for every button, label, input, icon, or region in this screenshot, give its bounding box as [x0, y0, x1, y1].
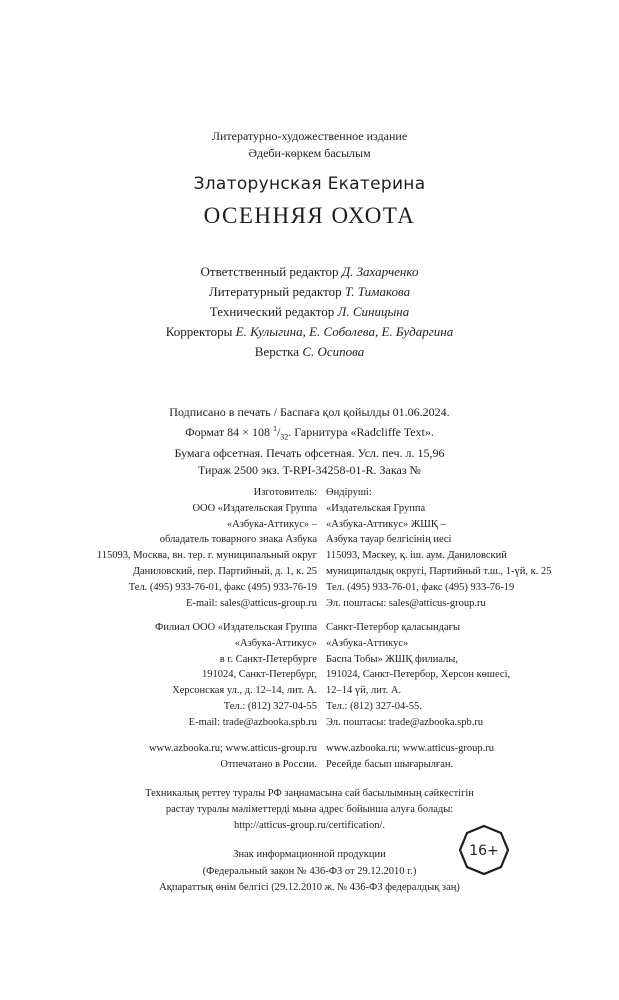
- credit-line: [0, 282, 619, 302]
- paper-line: Бумага офсетная. Печать офсетная. Усл. печ. л. 15,96: [174, 446, 445, 461]
- credit-role: Литературный редактор: [208, 284, 342, 299]
- certification-link[interactable]: http://atticus-group.ru/certification/.: [233, 820, 386, 831]
- credit-role: Технический редактор: [209, 304, 335, 319]
- credit-name: Т. Тимакова: [344, 284, 411, 299]
- manufacturer-ru-line: Тел. (495) 933-76-01, факс (495) 933-76-19: [128, 581, 317, 593]
- info-sign-line: (Федеральный закон № 436-ФЗ от 29.12.2010 г.): [202, 865, 417, 877]
- age-rating-label: 16+: [469, 843, 499, 859]
- manufacturer-kz-line: Өндіруші:: [326, 487, 372, 498]
- manufacturer-ru-line: Изготовитель:: [253, 487, 317, 498]
- credit-line: [0, 342, 619, 362]
- web-ru: [149, 741, 317, 773]
- manufacturer-kz-line: Тел. (495) 933-76-01, факс (495) 933-76-19: [326, 581, 515, 593]
- tech-regulation-line: Техникалық реттеу туралы РФ заңнамасына сай басылымның сәйкестігін: [145, 788, 474, 799]
- edition-type-ru: Литературно-художественное издание: [211, 129, 408, 143]
- branch-kz-line: «Азбука-Аттикус»: [326, 637, 409, 649]
- manufacturer-kz-line: «Азбука-Аттикус» ЖШҚ –: [326, 518, 446, 530]
- tech-regulation: [0, 786, 619, 834]
- branch-kz-line: Баспа Тобы» ЖШҚ филиалы,: [326, 653, 458, 665]
- manufacturer-ru-line: 115093, Москва, вн. тер. г. муниципальный округ: [96, 550, 317, 562]
- branch-ru-line: 191024, Санкт-Петербург,: [201, 669, 317, 681]
- website-links[interactable]: www.azbooka.ru; www.atticus-group.ru: [326, 743, 495, 754]
- format-suffix: . Гарнитура «Radcliffe Text».: [288, 424, 434, 439]
- credits-block: [0, 262, 619, 362]
- manufacturer-kz: [326, 485, 552, 611]
- credit-name: Е. Кулыгина, Е. Соболева, Е. Бударгина: [235, 324, 454, 339]
- manufacturer-ru-line: Даниловский, пер. Партийный, д. 1, к. 25: [132, 565, 317, 577]
- branch-ru-line: Филиал ООО «Издательская Группа: [155, 622, 317, 633]
- edition-type-kz: Әдеби-көркем басылым: [248, 146, 371, 160]
- info-product-sign: [0, 847, 619, 897]
- branch-kz: [326, 620, 510, 731]
- branch-kz-line: Санкт-Петербор қаласындағы: [326, 622, 460, 633]
- manufacturer-kz-line: «Издательская Группа: [326, 502, 426, 514]
- manufacturer-ru-line: «Азбука-Аттикус» –: [226, 518, 317, 530]
- format-numerator: 1: [272, 423, 277, 433]
- tech-regulation-line: растау туралы мәліметтерді мына адрес бойынша алуға болады:: [165, 804, 454, 815]
- website-links[interactable]: www.azbooka.ru; www.atticus-group.ru: [148, 743, 317, 754]
- branch-ru-line: E-mail: trade@azbooka.spb.ru: [188, 716, 317, 728]
- info-sign-line: Ақпараттық өнім белгісі (29.12.2010 ж. № 436-ФЗ федералдық заң): [159, 882, 460, 893]
- branch-ru-line: Тел.: (812) 327-04-55: [223, 700, 317, 712]
- print-details: [0, 404, 619, 478]
- signed-date: Подписано в печать / Баспаға қол қойылды 01.06.2024.: [169, 405, 450, 419]
- format-prefix: Формат 84 × 108: [185, 424, 273, 439]
- credit-name: С. Осипова: [302, 344, 365, 359]
- credit-line: [0, 262, 619, 282]
- branch-ru-line: Херсонская ул., д. 12–14, лит. А.: [172, 685, 317, 697]
- credit-role: Ответственный редактор: [200, 264, 339, 279]
- credit-line: [0, 302, 619, 322]
- credit-name: Д. Захарченко: [341, 264, 419, 279]
- branch-ru-line: «Азбука-Аттикус»: [234, 637, 317, 649]
- run-line: Тираж 2500 экз. T-RPI-34258-01-R. Заказ №: [197, 462, 422, 477]
- manufacturer-ru-line: E-mail: sales@atticus-group.ru: [186, 597, 317, 609]
- printed-in: Ресейде басып шығарылған.: [326, 758, 454, 770]
- manufacturer-kz-line: 115093, Мәскеу, қ. іш. аум. Даниловский: [326, 550, 507, 562]
- credit-line: [0, 322, 619, 342]
- branch-ru-line: в г. Санкт-Петербурге: [219, 653, 317, 665]
- printed-in: Отпечатано в России.: [220, 758, 317, 770]
- branch-ru: [155, 620, 317, 731]
- manufacturer-kz-line: Эл. поштасы: sales@atticus-group.ru: [326, 597, 486, 609]
- branch-kz-line: 12–14 үй, лит. А.: [326, 685, 402, 697]
- manufacturer-ru: [97, 485, 317, 611]
- manufacturer-ru-line: ООО «Издательская Группа: [192, 502, 317, 514]
- format-denominator: 32: [280, 431, 289, 441]
- info-sign-line: Знак информационной продукции: [233, 849, 386, 860]
- web-kz: [326, 741, 494, 773]
- manufacturer-ru-line: обладатель товарного знака Азбука: [159, 534, 317, 546]
- credit-name: Л. Синицына: [337, 304, 410, 319]
- book-title: ОСЕННЯЯ ОХОТА: [203, 203, 416, 228]
- author-name: Златорунская Екатерина: [193, 174, 426, 194]
- manufacturer-kz-line: Азбука тауар белгісінің иесі: [326, 534, 452, 546]
- branch-kz-line: Тел.: (812) 327-04-55.: [326, 700, 422, 712]
- age-rating-icon: [458, 824, 510, 876]
- format-line: Формат 84 × 108 $^1/_{32}$. Гарнитура «Radcliffe Text».: [185, 423, 434, 441]
- branch-kz-line: 191024, Санкт-Петербор, Херсон көшесі,: [326, 669, 511, 681]
- edition-type: [0, 128, 619, 162]
- credit-role: Верстка: [254, 344, 300, 359]
- branch-kz-line: Эл. поштасы: trade@azbooka.spb.ru: [326, 716, 484, 728]
- manufacturer-kz-line: муниципалдық округі, Партийный т.ш., 1-үй, к. 25: [326, 565, 552, 577]
- credit-role: Корректоры: [165, 324, 233, 339]
